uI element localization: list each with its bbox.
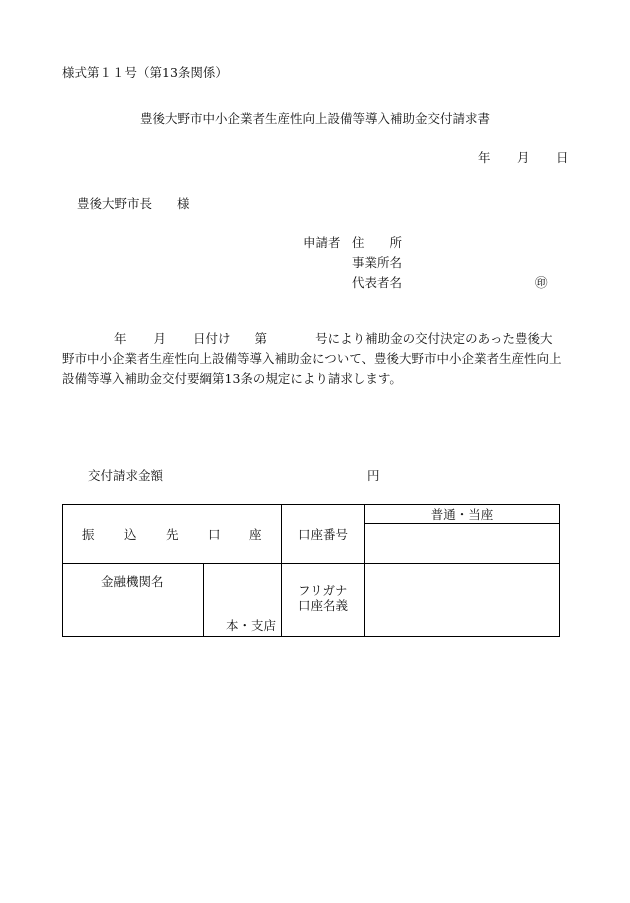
document-title: 豊後大野市中小企業者生産性向上設備等導入補助金交付請求書	[139, 111, 490, 126]
date-day-label: 日	[556, 150, 569, 165]
account-number-label: 口座番号	[298, 527, 349, 542]
table-divider-bank-branch	[203, 563, 204, 637]
transfer-label-char-5: 座	[249, 527, 262, 542]
amount-label: 交付請求金額	[88, 468, 164, 483]
form-number: 様式第１１号（第13条関係）	[62, 65, 228, 80]
table-border-left	[62, 504, 63, 637]
body-line-2: 野市中小企業者生産性向上設備等導入補助金について、豊後大野市中小企業者生産性向上	[62, 351, 562, 366]
transfer-label-char-4: 口	[208, 527, 221, 542]
table-border-right	[559, 504, 560, 637]
body-year-label: 年	[114, 331, 127, 346]
account-holder-label: 口座名義	[298, 598, 349, 613]
table-divider-value-column	[364, 504, 365, 637]
request-body-text	[62, 329, 568, 389]
body-line-3: 設備等導入補助金交付要綱第13条の規定により請求します。	[62, 371, 402, 386]
body-line-1-rest: 号により補助金の交付決定のあった豊後大	[315, 331, 553, 346]
branch-label: 本・支店	[226, 618, 277, 633]
body-line-1	[62, 329, 568, 349]
bank-name-label: 金融機関名	[101, 574, 164, 589]
furigana-label: フリガナ	[298, 583, 348, 598]
table-divider-label-column	[281, 504, 282, 637]
amount-unit: 円	[367, 468, 380, 483]
account-type-options: 普通・当座	[430, 507, 494, 522]
table-border-bottom	[62, 636, 560, 637]
addressee: 豊後大野市長 様	[77, 196, 190, 211]
body-number-prefix: 第	[254, 331, 268, 346]
date-year-label: 年	[478, 150, 491, 165]
applicant-office-label: 事業所名	[352, 255, 403, 270]
table-divider-account-type	[364, 523, 560, 524]
table-border-top	[62, 504, 560, 505]
table-divider-middle	[62, 563, 560, 564]
transfer-label-char-3: 先	[166, 527, 179, 542]
transfer-label-char-1: 振	[82, 527, 95, 542]
date-month-label: 月	[517, 150, 530, 165]
applicant-representative-label: 代表者名	[352, 275, 403, 290]
applicant-address-label: 住 所	[352, 235, 403, 250]
body-month-label: 月	[153, 331, 167, 346]
seal-mark: ㊞	[535, 275, 548, 290]
applicant-label: 申請者	[303, 235, 341, 250]
body-date-suffix: 日付け	[193, 331, 231, 346]
transfer-label-char-2: 込	[124, 527, 137, 542]
